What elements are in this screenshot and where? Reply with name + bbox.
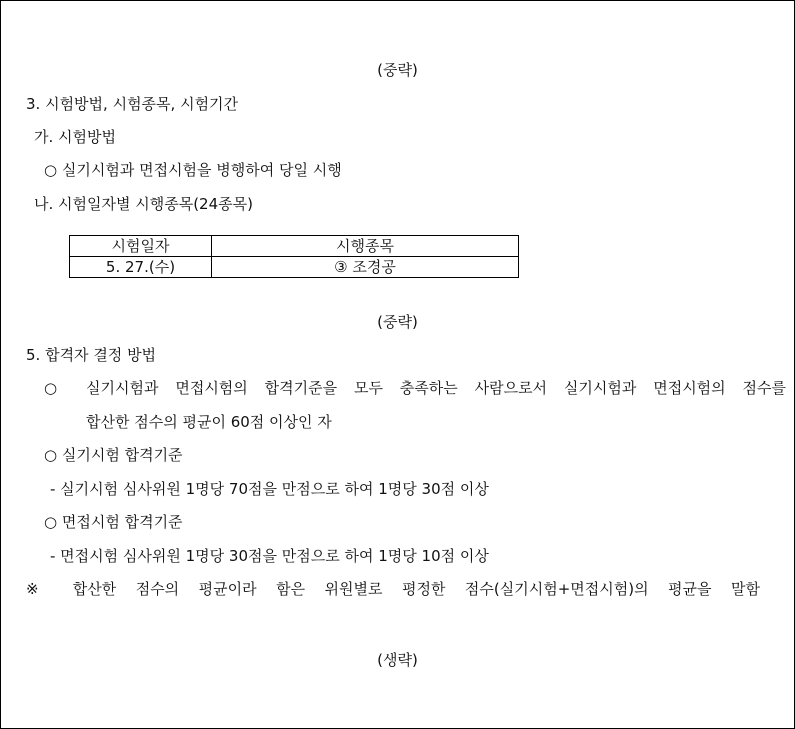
section-5-note: ※ 합산한 점수의 평균이라 함은 위원별로 평정한 점수(실기시험+면접시험)의 평균을 말함 bbox=[26, 580, 760, 598]
table-row bbox=[70, 257, 519, 278]
section-5-item3-sub: - 면접시험 심사위원 1명당 30점을 만점으로 하여 1명당 10점 이상 bbox=[50, 547, 489, 565]
omission-mark: (중략) bbox=[377, 61, 418, 79]
table-header-row bbox=[70, 236, 519, 257]
section-3-heading: 3. 시험방법, 시험종목, 시험기간 bbox=[26, 95, 239, 113]
section-5-heading: 5. 합격자 결정 방법 bbox=[26, 346, 157, 364]
section-5-item1-line1: ○ 실기시험과 면접시험의 합격기준을 모두 충족하는 사람으로서 실기시험과 면접시험의 점수를 bbox=[44, 379, 786, 397]
section-5-item2-sub: - 실기시험 심사위원 1명당 70점을 만점으로 하여 1명당 30점 이상 bbox=[50, 480, 489, 498]
section-5-item2: ○ 실기시험 합격기준 bbox=[44, 446, 183, 464]
section-5-item1-line2: 합산한 점수의 평균이 60점 이상인 자 bbox=[86, 413, 332, 431]
table-cell-subject: ③ 조경공 bbox=[212, 257, 519, 278]
exam-schedule-table bbox=[69, 235, 519, 278]
table-cell-date: 5. 27.(수) bbox=[70, 257, 212, 278]
section-3b-heading: 나. 시험일자별 시행종목(24종목) bbox=[34, 195, 253, 213]
table-header-subject: 시행종목 bbox=[212, 236, 519, 257]
section-3a-heading: 가. 시험방법 bbox=[34, 128, 116, 146]
section-5-item3: ○ 면접시험 합격기준 bbox=[44, 513, 183, 531]
section-3a-item: ○ 실기시험과 면접시험을 병행하여 당일 시행 bbox=[44, 161, 342, 179]
omission-mark: (생략) bbox=[377, 651, 418, 669]
omission-mark: (중략) bbox=[377, 313, 418, 331]
table-header-date: 시험일자 bbox=[70, 236, 212, 257]
